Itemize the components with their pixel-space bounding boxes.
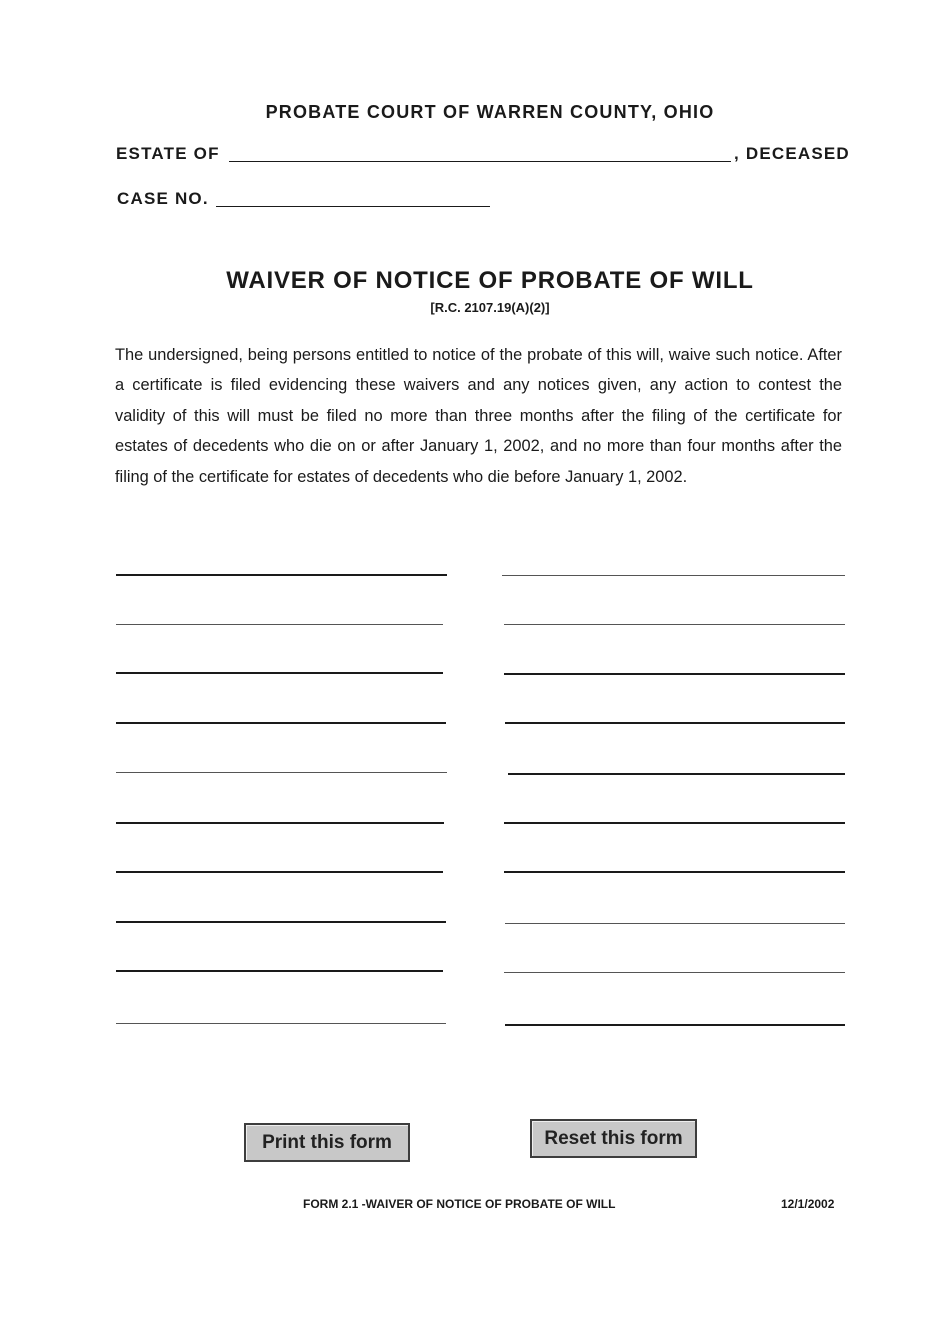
print-form-button[interactable]: Print this form — [244, 1123, 410, 1162]
signature-line[interactable] — [504, 954, 845, 973]
waiver-text: The undersigned, being persons entitled to notice of the probate of this will, waive such notice. After a certificate is filed evidencing these waivers and any notices given, any action to contest the validity of this will must be filed no more than three months after the filing of the certificate for estates of decedents who die on or after January 1, 2002, and no more than four months after the filing of the certificate for estates of decedents who die before January 1, 2002. — [115, 346, 842, 486]
form-footer-date: 12/1/2002 — [781, 1197, 835, 1211]
form-footer-name: FORM 2.1 -WAIVER OF NOTICE OF PROBATE OF WILL — [303, 1197, 616, 1211]
signature-line[interactable] — [116, 704, 446, 724]
signature-line[interactable] — [116, 556, 447, 576]
signature-line[interactable] — [504, 853, 845, 873]
form-title: WAIVER OF NOTICE OF PROBATE OF WILL — [226, 267, 754, 294]
court-name: PROBATE COURT OF WARREN COUNTY, OHIO — [265, 102, 715, 122]
signature-line[interactable] — [504, 655, 845, 675]
signature-line[interactable] — [116, 1005, 446, 1024]
estate-name-field[interactable] — [229, 142, 731, 162]
signature-line[interactable] — [508, 755, 845, 775]
signature-line[interactable] — [504, 804, 845, 824]
signature-line[interactable] — [116, 903, 446, 923]
signature-line[interactable] — [116, 804, 444, 824]
case-number-field[interactable] — [216, 187, 490, 207]
signature-line[interactable] — [505, 704, 845, 724]
reset-form-button[interactable]: Reset this form — [530, 1119, 697, 1158]
signature-line[interactable] — [116, 952, 443, 972]
signature-line[interactable] — [116, 654, 443, 674]
case-no-label: CASE NO. — [117, 189, 209, 208]
signature-line[interactable] — [505, 905, 845, 924]
signature-line[interactable] — [502, 557, 845, 576]
statute-citation: [R.C. 2107.19(A)(2)] — [430, 300, 550, 315]
signature-line[interactable] — [116, 606, 443, 625]
signature-line[interactable] — [116, 754, 447, 773]
signature-line[interactable] — [505, 1006, 845, 1026]
estate-of-label: ESTATE OF — [116, 144, 220, 163]
deceased-label: , DECEASED — [734, 144, 850, 163]
signature-line[interactable] — [116, 853, 443, 873]
signature-line[interactable] — [504, 606, 845, 625]
